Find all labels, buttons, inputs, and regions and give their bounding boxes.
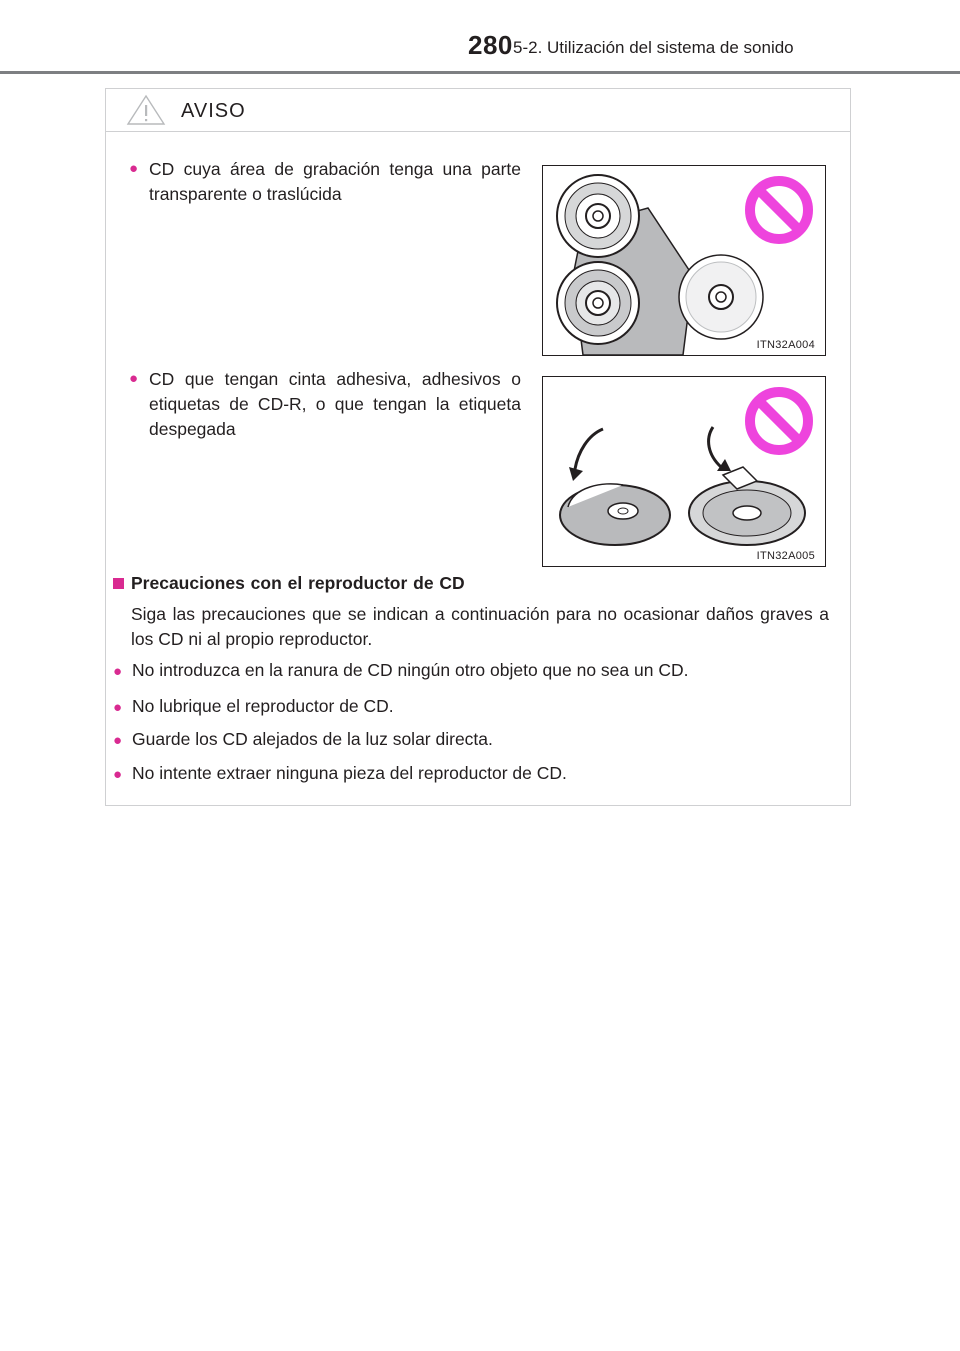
- warning-triangle-icon: [126, 94, 166, 126]
- precautions-heading: Precauciones con el reproductor de CD: [131, 573, 465, 593]
- bullet-circle-icon: ●: [113, 699, 123, 716]
- prohibition-icon: [743, 174, 815, 246]
- figure-transparent-cd: [542, 165, 826, 356]
- warning-title: AVISO: [181, 100, 246, 122]
- warning-item-adhesive: CD que tengan cinta adhesiva, adhesivos o etiquetas de CD-R, o que tengan la etiqueta despegada: [149, 369, 521, 439]
- figure-adhesive-cd: [542, 376, 826, 567]
- warning-header: [106, 89, 850, 132]
- bullet-circle-icon: ●: [113, 766, 123, 783]
- prohibition-icon: [743, 385, 815, 457]
- precautions-intro: Siga las precauciones que se indican a continuación para no ocasionar daños graves a los CD ni al propio reproductor.: [131, 604, 829, 649]
- bullet-circle-icon: ●: [129, 370, 139, 387]
- page-header: [0, 0, 960, 75]
- figure-code: ITN32A005: [756, 550, 815, 562]
- list-item: ● No lubrique el reproductor de CD.: [113, 696, 394, 716]
- bullet-circle-icon: ●: [129, 160, 139, 177]
- bullet-circle-icon: ●: [113, 663, 123, 680]
- square-bullet-icon: [113, 578, 124, 589]
- section-title: 5-2. Utilización del sistema de sonido: [513, 38, 794, 57]
- figure-code: ITN32A004: [756, 339, 815, 351]
- bullet-circle-icon: ●: [113, 732, 123, 749]
- list-item: ● No intente extraer ninguna pieza del reproductor de CD.: [113, 763, 567, 783]
- page-number: 280: [468, 30, 513, 60]
- warning-item-transparent: CD cuya área de grabación tenga una parte transparente o traslúcida: [149, 159, 521, 204]
- header-rule: [0, 71, 960, 74]
- list-item: ● No introduzca en la ranura de CD ningún otro objeto que no sea un CD.: [113, 660, 689, 680]
- list-item: ● Guarde los CD alejados de la luz solar directa.: [113, 729, 493, 749]
